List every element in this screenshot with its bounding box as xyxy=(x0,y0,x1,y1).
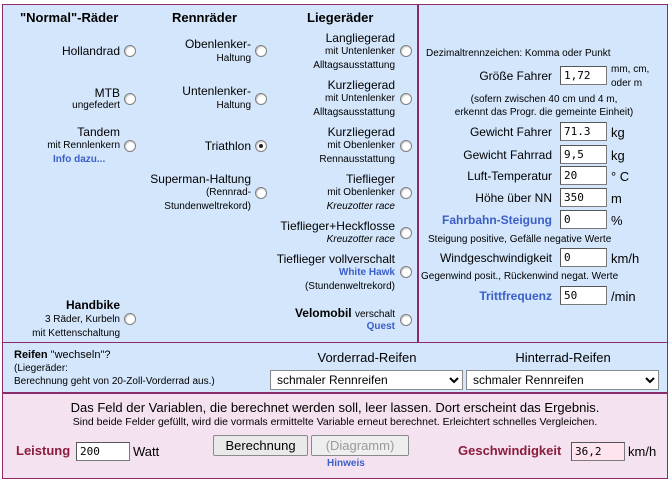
header-normal: "Normal"-Räder xyxy=(20,10,119,25)
height-unit1: mm, cm, xyxy=(611,64,650,75)
bike-weight-input[interactable] xyxy=(560,145,607,164)
height-input[interactable] xyxy=(560,66,607,85)
label-mtb: MTB xyxy=(94,86,120,100)
rider-weight-label: Gewicht Fahrer xyxy=(469,125,552,139)
label-tief-sub1: mit Obenlenker xyxy=(327,187,395,198)
radio-obenlenker[interactable] xyxy=(255,45,267,57)
radio-hollandrad[interactable] xyxy=(124,45,136,57)
label-heck: Tieflieger+Heckflosse xyxy=(280,219,395,233)
wind-input[interactable] xyxy=(560,248,607,267)
cadence-unit: /min xyxy=(611,289,636,304)
slope-input[interactable] xyxy=(560,210,607,229)
power-label: Leistung xyxy=(16,443,71,458)
height-unit2: oder m xyxy=(611,78,643,89)
speed-unit: km/h xyxy=(628,444,657,459)
quest-link[interactable]: Quest xyxy=(366,321,395,332)
power-input[interactable] xyxy=(76,442,130,461)
label-voll: Tieflieger vollverschalt xyxy=(276,252,395,266)
temp-input[interactable] xyxy=(560,166,607,185)
label-lang-sub2: Alltagsausstattung xyxy=(313,60,395,71)
label-superman: Superman-Haltung xyxy=(150,172,251,186)
label-lang: Langliegerad xyxy=(325,31,395,45)
label-untenlenker: Untenlenker- xyxy=(182,84,251,98)
tyres-note2: Berechnung geht von 20-Zoll-Vorderrad aus.) xyxy=(14,376,215,387)
label-velo-suffix: verschalt xyxy=(354,309,395,320)
radio-lang[interactable] xyxy=(400,45,412,57)
instruction-subtext: Sind beide Felder gefüllt, wird die vormals ermittelte Variable erneut berechnet. Erleichtert schnelles Vergleichen. xyxy=(72,416,598,428)
altitude-input[interactable] xyxy=(560,188,607,207)
radio-heck[interactable] xyxy=(400,227,412,239)
diagram-button[interactable]: (Diagramm) xyxy=(311,435,409,456)
label-triathlon: Triathlon xyxy=(204,139,251,153)
radio-voll[interactable] xyxy=(400,266,412,278)
power-unit: Watt xyxy=(133,444,160,459)
decimal-note: Dezimaltrennzeichen: Komma oder Punkt xyxy=(426,48,611,59)
label-handbike-sub2: mit Kettenschaltung xyxy=(32,328,120,339)
label-tief: Tieflieger xyxy=(346,172,395,186)
label-hollandrad: Hollandrad xyxy=(61,44,120,58)
radio-kurz2[interactable] xyxy=(400,140,412,152)
temp-label: Luft-Temperatur xyxy=(467,169,552,183)
temp-unit: ° C xyxy=(611,169,630,184)
height-note2: erkennt das Progr. die gemeinte Einheit) xyxy=(454,107,634,118)
slope-unit: % xyxy=(611,213,623,228)
header-recumbent: Liegeräder xyxy=(307,10,374,25)
rider-weight-input[interactable] xyxy=(560,122,607,141)
label-tandem-sub: mit Rennlenkern xyxy=(47,140,120,151)
label-kurz2-sub2: Rennausstattung xyxy=(319,154,395,165)
radio-velo[interactable] xyxy=(400,314,412,326)
radio-handbike[interactable] xyxy=(124,313,136,325)
label-tandem: Tandem xyxy=(77,125,120,139)
slope-link[interactable]: Fahrbahn-Steigung xyxy=(442,213,552,227)
slope-note: Steigung positive, Gefälle negative Werte xyxy=(428,234,612,245)
label-voll-sub2: (Stundenweltrekord) xyxy=(304,281,395,292)
label-tief-sub2: Kreuzotter race xyxy=(326,201,395,212)
front-tyre-label: Vorderrad-Reifen xyxy=(317,350,417,365)
label-superman-sub1: (Rennrad- xyxy=(205,187,251,198)
label-kurz2-sub1: mit Obenlenker xyxy=(327,140,395,151)
altitude-unit: m xyxy=(611,191,622,206)
bike-weight-label: Gewicht Fahrrad xyxy=(463,148,552,162)
height-label: Größe Fahrer xyxy=(479,69,552,83)
header-race: Rennräder xyxy=(172,10,238,25)
tyres-label-rest: "wechseln"? xyxy=(47,349,111,361)
wind-note: Gegenwind posit., Rückenwind negat. Werte xyxy=(421,271,619,282)
info-link[interactable]: Info dazu... xyxy=(53,154,106,165)
altitude-label: Höhe über NN xyxy=(475,191,552,205)
label-obenlenker: Obenlenker- xyxy=(184,37,251,51)
label-untenlenker-sub: Haltung xyxy=(216,100,251,111)
label-kurz1-sub2: Alltagsausstattung xyxy=(313,107,395,118)
wind-unit: km/h xyxy=(611,251,640,266)
front-tyre-select[interactable] xyxy=(270,370,463,390)
hint-link[interactable]: Hinweis xyxy=(327,458,365,469)
white-hawk-link[interactable]: White Hawk xyxy=(338,267,395,278)
instruction-text: Das Feld der Variablen, die berechnet werden soll, leer lassen. Dort erscheint das Ergebnis. xyxy=(70,400,600,415)
speed-input[interactable] xyxy=(571,442,625,461)
tyres-note1: (Liegeräder: xyxy=(14,363,68,374)
tyres-label-row xyxy=(14,349,110,361)
rear-tyre-select[interactable] xyxy=(466,370,659,390)
label-handbike: Handbike xyxy=(65,298,120,312)
height-note1: (sofern zwischen 40 cm und 4 m, xyxy=(470,94,618,105)
bike-weight-unit: kg xyxy=(611,148,625,163)
rider-weight-unit: kg xyxy=(611,125,625,140)
cadence-input[interactable] xyxy=(560,286,607,305)
label-obenlenker-sub: Haltung xyxy=(216,53,251,64)
tyres-label: Reifen xyxy=(14,349,48,361)
label-kurz2: Kurzliegerad xyxy=(327,125,395,139)
radio-untenlenker[interactable] xyxy=(255,93,267,105)
radio-tandem[interactable] xyxy=(124,140,136,152)
label-kurz1: Kurzliegerad xyxy=(327,78,395,92)
label-lang-sub1: mit Untenlenker xyxy=(324,46,395,57)
radio-mtb[interactable] xyxy=(124,93,136,105)
calculate-button[interactable]: Berechnung xyxy=(213,435,308,456)
radio-kurz1[interactable] xyxy=(400,93,412,105)
label-heck-sub: Kreuzotter race xyxy=(326,234,395,245)
speed-label: Geschwindigkeit xyxy=(458,443,562,458)
label-handbike-sub1: 3 Räder, Kurbeln xyxy=(44,314,120,325)
radio-triathlon[interactable] xyxy=(255,140,267,152)
label-kurz1-sub1: mit Untenlenker xyxy=(324,93,395,104)
cadence-link[interactable]: Trittfrequenz xyxy=(479,289,552,303)
label-mtb-sub: ungefedert xyxy=(72,100,120,111)
label-velo: Velomobil xyxy=(294,306,352,320)
rear-tyre-label: Hinterrad-Reifen xyxy=(515,350,611,365)
label-superman-sub2: Stundenweltrekord) xyxy=(164,201,251,212)
radio-tief[interactable] xyxy=(400,187,412,199)
wind-label: Windgeschwindigkeit xyxy=(439,251,552,265)
radio-superman[interactable] xyxy=(255,187,267,199)
